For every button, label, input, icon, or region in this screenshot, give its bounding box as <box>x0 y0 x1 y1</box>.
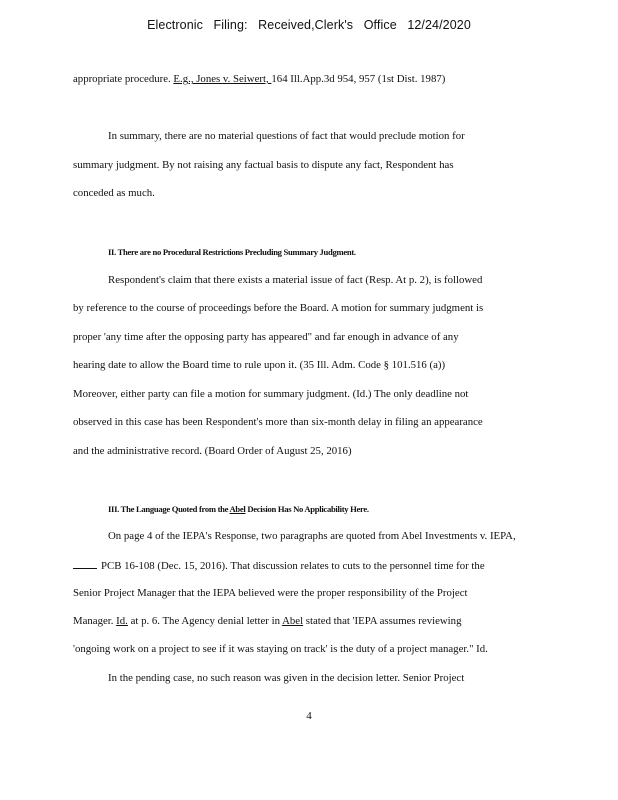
abel-line-2 <box>73 559 485 573</box>
abel-line-4-id: Id. <box>116 615 128 627</box>
summary-line-3: conceded as much. <box>73 187 155 199</box>
abel-line-4-start: Manager. <box>73 615 117 627</box>
section-heading-ii: II. There are no Procedural Restrictions Precluding Summary Judgment. <box>108 247 356 257</box>
abel-line-2-text: PCB 16-108 (Dec. 15, 2016). That discussion relates to cuts to the personnel time for the <box>101 560 485 572</box>
abel-line-4-abel: Abel <box>282 615 304 627</box>
citation-text: appropriate procedure. <box>73 73 174 85</box>
procedural-line-6: observed in this case has been Respondent's more than six-month delay in filing an appearance <box>73 416 483 428</box>
abel-line-4-end: stated that 'IEPA assumes reviewing <box>303 615 462 627</box>
summary-line-1: In summary, there are no material questions of fact that would preclude motion for <box>108 130 465 142</box>
heading-iii-abel: Abel <box>229 504 246 514</box>
abel-line-1: On page 4 of the IEPA's Response, two paragraphs are quoted from Abel Investments v. IEPA, <box>108 530 516 542</box>
abel-line-4 <box>73 615 461 628</box>
citation-case-name: Jones v. Seiwert, <box>193 73 272 85</box>
procedural-line-2: by reference to the course of proceedings before the Board. A motion for summary judgment is <box>73 302 484 314</box>
abel-line-6: In the pending case, no such reason was given in the decision letter. Senior Project <box>108 672 465 684</box>
heading-iii-text: III. The Language Quoted from the <box>108 504 230 514</box>
citation-reporter: 164 Ill.App.3d 954, 957 (1st Dist. 1987) <box>271 73 446 85</box>
blank-volume <box>73 559 97 569</box>
summary-line-2: summary judgment. By not raising any factual basis to dispute any fact, Respondent has <box>73 159 454 171</box>
procedural-line-7: and the administrative record. (Board Order of August 25, 2016) <box>73 445 352 457</box>
section-heading-iii <box>108 503 369 516</box>
abel-line-4-mid: at p. 6. The Agency denial letter in <box>127 615 283 627</box>
procedural-line-5: Moreover, either party can file a motion for summary judgment. (Id.) The only deadline not <box>73 388 469 400</box>
procedural-line-1: Respondent's claim that there exists a material issue of fact (Resp. At p. 2), is followed <box>108 274 483 286</box>
procedural-line-3: proper 'any time after the opposing party has appeared" and far enough in advance of any <box>73 331 459 343</box>
abel-line-5: 'ongoing work on a project to see if it was staying on track' is the duty of a project manager." Id. <box>73 643 488 655</box>
page-number: 4 <box>306 710 312 722</box>
filing-header: Electronic Filing: Received,Clerk's Office 12/24/2020 <box>147 18 471 32</box>
abel-line-3: Senior Project Manager that the IEPA believed were the proper responsibility of the Project <box>73 587 468 599</box>
citation-eg: E.g., <box>173 73 194 85</box>
heading-iii-rest: Decision Has No Applicability Here. <box>245 504 369 514</box>
citation-line <box>73 73 445 86</box>
procedural-line-4: hearing date to allow the Board time to rule upon it. (35 Ill. Adm. Code § 101.516 (a)) <box>73 359 446 371</box>
